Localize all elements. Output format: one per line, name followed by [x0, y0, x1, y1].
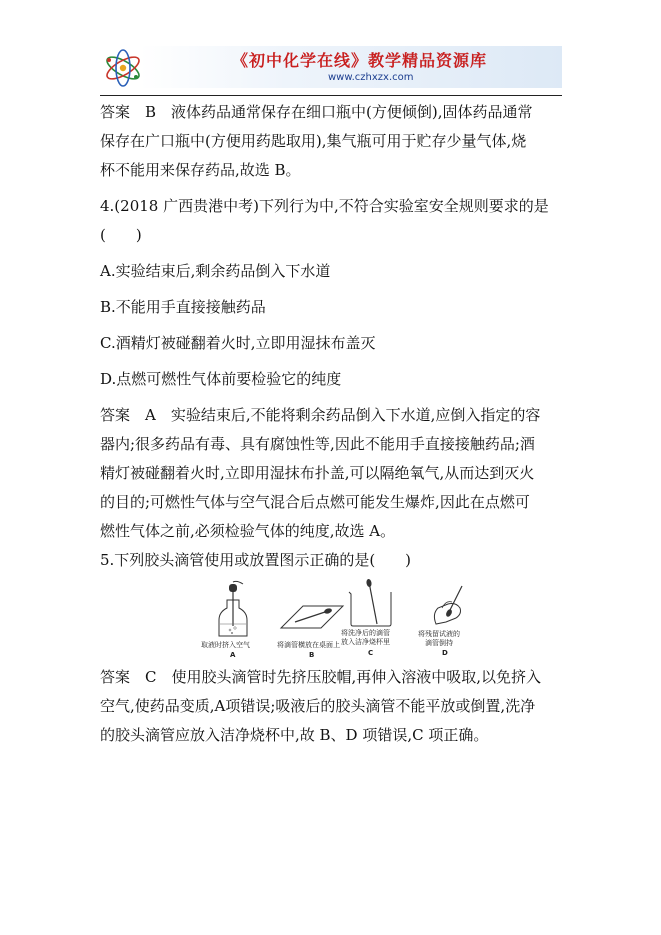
header-divider	[100, 95, 562, 96]
answer-5-line-3: 的胶头滴管应放入洁净烧杯中,故 B、D 项错误,C 项正确。	[100, 726, 489, 744]
dropper-in-bottle-icon	[203, 578, 263, 640]
figure-c-caption-1: 将洗净后的滴管	[341, 629, 390, 637]
answer-4-line-4: 的目的;可燃性气体与空气混合后点燃可能发生爆炸,因此在点燃可	[100, 493, 530, 511]
dropper-inverted-hand-icon	[418, 578, 478, 630]
answer-3-line-1: 答案 B 液体药品通常保存在细口瓶中(方便倾倒),固体药品通常	[100, 103, 533, 121]
figure-b-letter: B	[309, 651, 315, 659]
header-url[interactable]: www.czhxzx.com	[328, 72, 414, 83]
figure-a-letter: A	[230, 651, 236, 659]
answer-3-line-2: 保存在广口瓶中(方便用药匙取用),集气瓶可用于贮存少量气体,烧	[100, 132, 527, 150]
figure-c-caption-2: 放入洁净烧杯里	[341, 638, 390, 646]
answer-5-line-1: 答案 C 使用胶头滴管时先挤压胶帽,再伸入溶液中吸取,以免挤入	[100, 668, 542, 686]
figure-c-letter: C	[368, 649, 374, 657]
dropper-in-beaker-icon	[341, 578, 403, 628]
page-header	[100, 44, 562, 94]
question-4-option-b: B.不能用手直接接触药品	[100, 298, 266, 316]
figure-a-caption: 取液时挤入空气	[201, 641, 250, 649]
answer-3-line-3: 杯不能用来保存药品,故选 B。	[100, 161, 301, 179]
answer-5-line-2: 空气,使药品变质,A项错误;吸液后的胶头滴管不能平放或倒置,洗净	[100, 697, 536, 715]
question-4-option-c: C.酒精灯被碰翻着火时,立即用湿抹布盖灭	[100, 334, 376, 352]
dropper-figure	[100, 578, 564, 660]
figure-b-caption: 将滴管横放在桌面上	[277, 641, 340, 649]
figure-d-caption-1: 将残留试液的	[418, 630, 460, 638]
question-4-option-d: D.点燃可燃性气体前要检验它的纯度	[100, 370, 342, 388]
atom-logo-icon	[100, 44, 146, 90]
answer-4-line-2: 器内;很多药品有毒、具有腐蚀性等,因此不能用手直接接触药品;酒	[100, 435, 535, 453]
question-5-stem: 5.下列胶头滴管使用或放置图示正确的是( )	[100, 551, 412, 569]
dropper-on-table-icon	[277, 578, 347, 640]
figure-item-c	[341, 578, 403, 660]
figure-d-caption-2: 滴管倒持	[425, 639, 453, 647]
question-4-bracket: ( )	[100, 226, 142, 244]
document-body	[100, 98, 564, 750]
answer-4-line-3: 精灯被碰翻着火时,立即用湿抹布扑盖,可以隔绝氧气,从而达到灭火	[100, 464, 535, 482]
header-title: 《初中化学在线》教学精品资源库	[232, 51, 488, 70]
answer-4-line-1: 答案 A 实验结束后,不能将剩余药品倒入下水道,应倒入指定的容	[100, 406, 541, 424]
question-4-stem: 4.(2018 广西贵港中考)下列行为中,不符合实验室安全规则要求的是	[100, 197, 549, 215]
answer-4-line-5: 燃性气体之前,必须检验气体的纯度,故选 A。	[100, 522, 396, 540]
figure-item-d	[418, 578, 478, 660]
figure-item-b	[277, 578, 347, 660]
figure-item-a	[203, 578, 263, 660]
figure-d-letter: D	[442, 649, 448, 657]
question-4-option-a: A.实验结束后,剩余药品倒入下水道	[100, 262, 331, 280]
